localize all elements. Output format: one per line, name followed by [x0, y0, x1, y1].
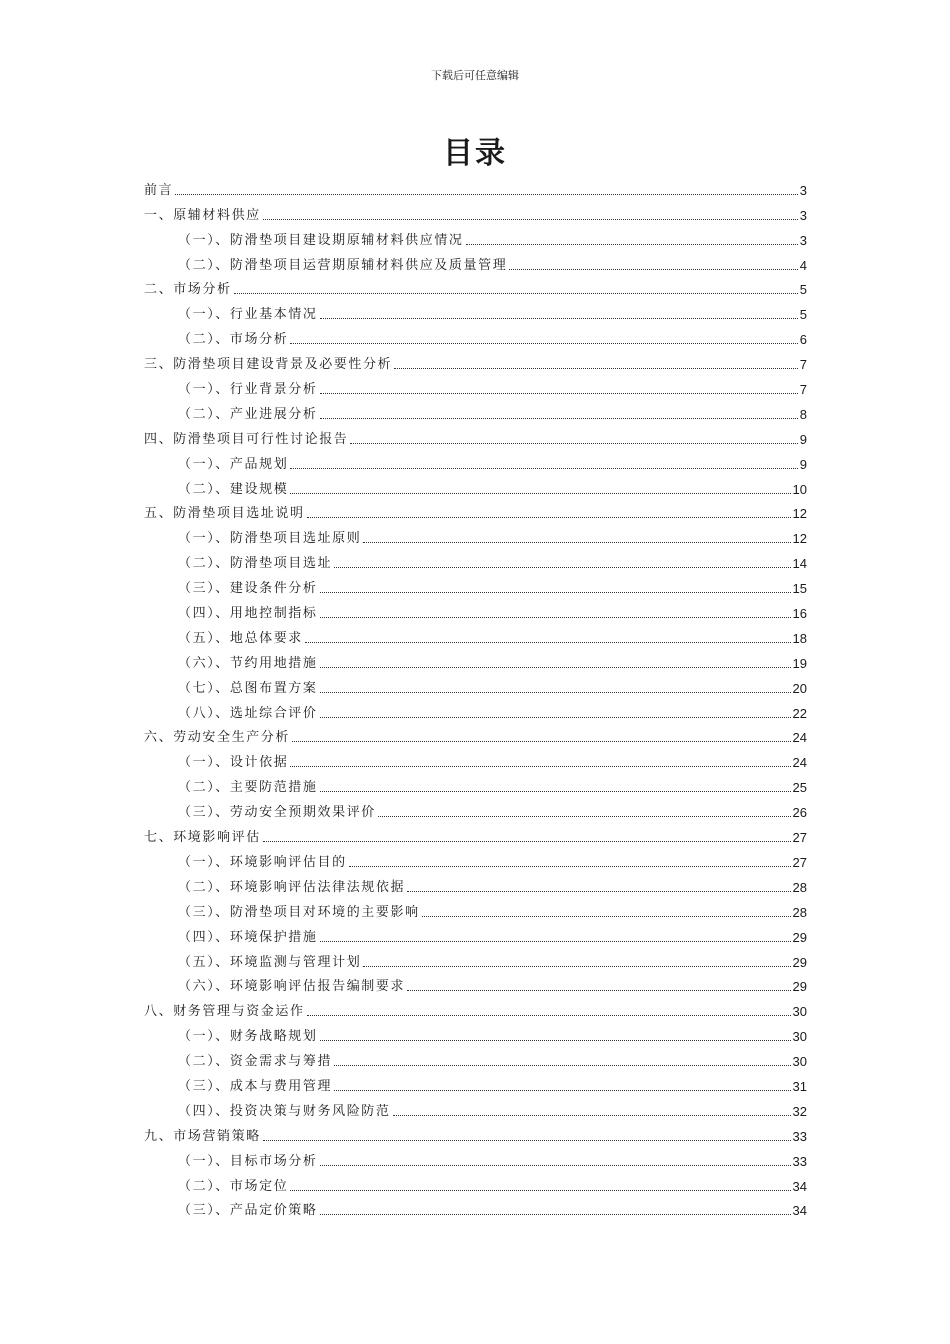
toc-entry-page-number: 9 — [799, 456, 807, 472]
toc-entry[interactable] — [144, 647, 807, 672]
toc-entry[interactable] — [144, 224, 807, 249]
toc-dot-leader — [290, 493, 790, 494]
toc-entry-page-number: 33 — [792, 1153, 807, 1169]
page-title: 目录 — [443, 136, 507, 171]
toc-entry-page-number: 3 — [799, 182, 807, 198]
toc-entry-label: （七）、总图布置方案 — [178, 680, 318, 696]
toc-entry[interactable] — [144, 398, 807, 423]
toc-entry[interactable] — [144, 771, 807, 796]
toc-dot-leader — [320, 941, 791, 942]
toc-dot-leader — [290, 766, 790, 767]
toc-entry[interactable] — [144, 921, 807, 946]
toc-entry[interactable] — [144, 1170, 807, 1195]
toc-dot-leader — [394, 368, 798, 369]
toc-entry-page-number: 29 — [792, 979, 807, 995]
toc-entry-label: （八）、选址综合评价 — [178, 705, 318, 721]
toc-entry-page-number: 27 — [792, 830, 807, 846]
toc-entry[interactable] — [144, 1195, 807, 1220]
toc-entry[interactable] — [144, 1070, 807, 1095]
toc-entry-label: （一）、防滑垫项目建设期原辅材料供应情况 — [178, 232, 464, 248]
toc-entry-label: （四）、投资决策与财务风险防范 — [178, 1103, 391, 1119]
toc-entry[interactable] — [144, 473, 807, 498]
toc-entry[interactable] — [144, 821, 807, 846]
toc-entry-label: （一）、防滑垫项目选址原则 — [178, 531, 362, 547]
toc-entry-label: （二）、防滑垫项目运营期原辅材料供应及质量管理 — [178, 257, 508, 273]
toc-entry[interactable] — [144, 323, 807, 348]
toc-entry[interactable] — [144, 448, 807, 473]
toc-entry[interactable] — [144, 622, 807, 647]
toc-entry-page-number: 29 — [792, 929, 807, 945]
toc-dot-leader — [292, 741, 791, 742]
toc-entry[interactable] — [144, 896, 807, 921]
toc-dot-leader — [290, 343, 797, 344]
toc-entry[interactable] — [144, 1145, 807, 1170]
table-of-contents — [144, 174, 807, 1219]
toc-entry-label: （二）、资金需求与筹措 — [178, 1054, 333, 1070]
toc-entry-label: （三）、建设条件分析 — [178, 581, 318, 597]
toc-entry-page-number: 9 — [799, 431, 807, 447]
toc-dot-leader — [290, 468, 797, 469]
toc-entry-label: 前言 — [144, 182, 174, 198]
toc-entry-page-number: 27 — [792, 854, 807, 870]
toc-dot-leader — [320, 617, 791, 618]
toc-entry[interactable] — [144, 547, 807, 572]
toc-entry-page-number: 7 — [799, 357, 807, 373]
toc-entry-page-number: 26 — [792, 805, 807, 821]
toc-entry-label: 六、劳动安全生产分析 — [144, 730, 291, 746]
toc-entry[interactable] — [144, 1095, 807, 1120]
toc-dot-leader — [320, 418, 798, 419]
toc-entry-label: （三）、成本与费用管理 — [178, 1078, 333, 1094]
toc-entry-label: （六）、节约用地措施 — [178, 655, 318, 671]
toc-entry[interactable] — [144, 174, 807, 199]
toc-dot-leader — [320, 717, 791, 718]
toc-entry-label: 四、防滑垫项目可行性讨论报告 — [144, 431, 349, 447]
toc-entry-page-number: 19 — [792, 655, 807, 671]
toc-entry[interactable] — [144, 522, 807, 547]
toc-entry-label: （二）、产业进展分析 — [178, 406, 318, 422]
toc-entry-label: 二、市场分析 — [144, 282, 232, 298]
toc-entry[interactable] — [144, 722, 807, 747]
toc-entry-page-number: 6 — [799, 332, 807, 348]
toc-dot-leader — [407, 990, 790, 991]
toc-entry-page-number: 30 — [792, 1054, 807, 1070]
toc-entry[interactable] — [144, 995, 807, 1020]
toc-entry-page-number: 34 — [792, 1178, 807, 1194]
toc-entry-label: （一）、财务战略规划 — [178, 1029, 318, 1045]
toc-entry[interactable] — [144, 572, 807, 597]
toc-entry[interactable] — [144, 946, 807, 971]
toc-entry[interactable] — [144, 373, 807, 398]
toc-entry-page-number: 15 — [792, 581, 807, 597]
toc-entry-label: （六）、环境影响评估报告编制要求 — [178, 979, 406, 995]
toc-dot-leader — [320, 692, 791, 693]
toc-entry-label: （三）、防滑垫项目对环境的主要影响 — [178, 904, 420, 920]
toc-dot-leader — [334, 1090, 790, 1091]
toc-entry-page-number: 28 — [792, 879, 807, 895]
toc-entry-page-number: 18 — [792, 630, 807, 646]
toc-dot-leader — [320, 667, 791, 668]
toc-entry-label: （一）、行业背景分析 — [178, 382, 318, 398]
toc-dot-leader — [509, 269, 797, 270]
toc-dot-leader — [320, 1214, 791, 1215]
toc-entry-label: （二）、环境影响评估法律法规依据 — [178, 879, 406, 895]
toc-entry[interactable] — [144, 298, 807, 323]
header-note: 下载后可任意编辑 — [431, 69, 519, 82]
toc-entry[interactable] — [144, 274, 807, 299]
toc-entry-label: （四）、用地控制指标 — [178, 606, 318, 622]
toc-entry-page-number: 20 — [792, 680, 807, 696]
toc-entry[interactable] — [144, 597, 807, 622]
toc-entry-label: 三、防滑垫项目建设背景及必要性分析 — [144, 357, 393, 373]
toc-entry-page-number: 12 — [792, 531, 807, 547]
toc-entry[interactable] — [144, 498, 807, 523]
toc-dot-leader — [175, 194, 798, 195]
toc-entry-page-number: 14 — [792, 556, 807, 572]
toc-entry-page-number: 7 — [799, 382, 807, 398]
toc-dot-leader — [407, 891, 790, 892]
toc-entry-page-number: 5 — [799, 307, 807, 323]
toc-dot-leader — [363, 542, 790, 543]
toc-dot-leader — [263, 219, 798, 220]
toc-dot-leader — [263, 1140, 791, 1141]
toc-entry-label: （二）、建设规模 — [178, 481, 289, 497]
toc-entry-label: 七、环境影响评估 — [144, 830, 261, 846]
toc-dot-leader — [263, 841, 791, 842]
toc-entry-page-number: 16 — [792, 606, 807, 622]
toc-entry-page-number: 3 — [799, 232, 807, 248]
toc-entry-page-number: 8 — [799, 406, 807, 422]
toc-dot-leader — [234, 293, 798, 294]
toc-entry-label: 一、原辅材料供应 — [144, 207, 261, 223]
toc-dot-leader — [320, 1165, 791, 1166]
toc-dot-leader — [307, 517, 791, 518]
toc-entry-page-number: 34 — [792, 1203, 807, 1219]
toc-entry-label: （二）、市场定位 — [178, 1178, 289, 1194]
toc-entry[interactable] — [144, 796, 807, 821]
toc-entry-page-number: 25 — [792, 780, 807, 796]
toc-entry[interactable] — [144, 1120, 807, 1145]
toc-entry-label: （五）、地总体要求 — [178, 630, 303, 646]
toc-dot-leader — [363, 966, 790, 967]
toc-entry[interactable] — [144, 871, 807, 896]
toc-entry-label: （三）、产品定价策略 — [178, 1203, 318, 1219]
toc-dot-leader — [305, 642, 791, 643]
toc-dot-leader — [320, 592, 791, 593]
toc-entry[interactable] — [144, 846, 807, 871]
toc-entry-label: （二）、市场分析 — [178, 332, 289, 348]
toc-entry[interactable] — [144, 199, 807, 224]
toc-dot-leader — [466, 244, 798, 245]
toc-entry-label: （一）、产品规划 — [178, 456, 289, 472]
toc-entry-label: （五）、环境监测与管理计划 — [178, 954, 362, 970]
toc-entry-label: （四）、环境保护措施 — [178, 929, 318, 945]
toc-dot-leader — [307, 1015, 791, 1016]
toc-entry-label: （一）、设计依据 — [178, 755, 289, 771]
toc-entry[interactable] — [144, 971, 807, 996]
toc-entry-page-number: 4 — [799, 257, 807, 273]
toc-entry[interactable] — [144, 348, 807, 373]
toc-entry-page-number: 29 — [792, 954, 807, 970]
toc-entry-page-number: 28 — [792, 904, 807, 920]
toc-dot-leader — [393, 1115, 791, 1116]
toc-entry-page-number: 10 — [792, 481, 807, 497]
toc-entry[interactable] — [144, 249, 807, 274]
toc-entry[interactable] — [144, 672, 807, 697]
toc-dot-leader — [334, 567, 790, 568]
toc-entry-page-number: 5 — [799, 282, 807, 298]
toc-entry[interactable] — [144, 1045, 807, 1070]
toc-entry-page-number: 30 — [792, 1004, 807, 1020]
toc-entry-label: （一）、行业基本情况 — [178, 307, 318, 323]
toc-entry-label: （一）、环境影响评估目的 — [178, 854, 347, 870]
toc-entry-label: （三）、劳动安全预期效果评价 — [178, 805, 376, 821]
toc-dot-leader — [422, 916, 791, 917]
toc-entry-label: 九、市场营销策略 — [144, 1128, 261, 1144]
toc-entry-page-number: 33 — [792, 1128, 807, 1144]
toc-entry[interactable] — [144, 746, 807, 771]
toc-dot-leader — [320, 318, 798, 319]
toc-entry-label: 八、财务管理与资金运作 — [144, 1004, 305, 1020]
toc-entry[interactable] — [144, 1020, 807, 1045]
toc-dot-leader — [290, 1190, 790, 1191]
toc-dot-leader — [334, 1065, 790, 1066]
toc-dot-leader — [320, 393, 798, 394]
toc-entry-page-number: 24 — [792, 730, 807, 746]
toc-entry-page-number: 3 — [799, 207, 807, 223]
toc-entry-label: （一）、目标市场分析 — [178, 1153, 318, 1169]
toc-entry-page-number: 24 — [792, 755, 807, 771]
toc-dot-leader — [378, 816, 791, 817]
toc-entry[interactable] — [144, 423, 807, 448]
toc-dot-leader — [350, 443, 797, 444]
toc-dot-leader — [320, 1040, 791, 1041]
toc-entry-page-number: 30 — [792, 1029, 807, 1045]
toc-dot-leader — [349, 866, 791, 867]
toc-dot-leader — [320, 791, 791, 792]
toc-entry-page-number: 32 — [792, 1103, 807, 1119]
toc-entry[interactable] — [144, 697, 807, 722]
toc-entry-page-number: 12 — [792, 506, 807, 522]
toc-entry-label: （二）、主要防范措施 — [178, 780, 318, 796]
toc-entry-label: （二）、防滑垫项目选址 — [178, 556, 333, 572]
toc-entry-page-number: 22 — [792, 705, 807, 721]
toc-entry-label: 五、防滑垫项目选址说明 — [144, 506, 305, 522]
toc-entry-page-number: 31 — [792, 1078, 807, 1094]
